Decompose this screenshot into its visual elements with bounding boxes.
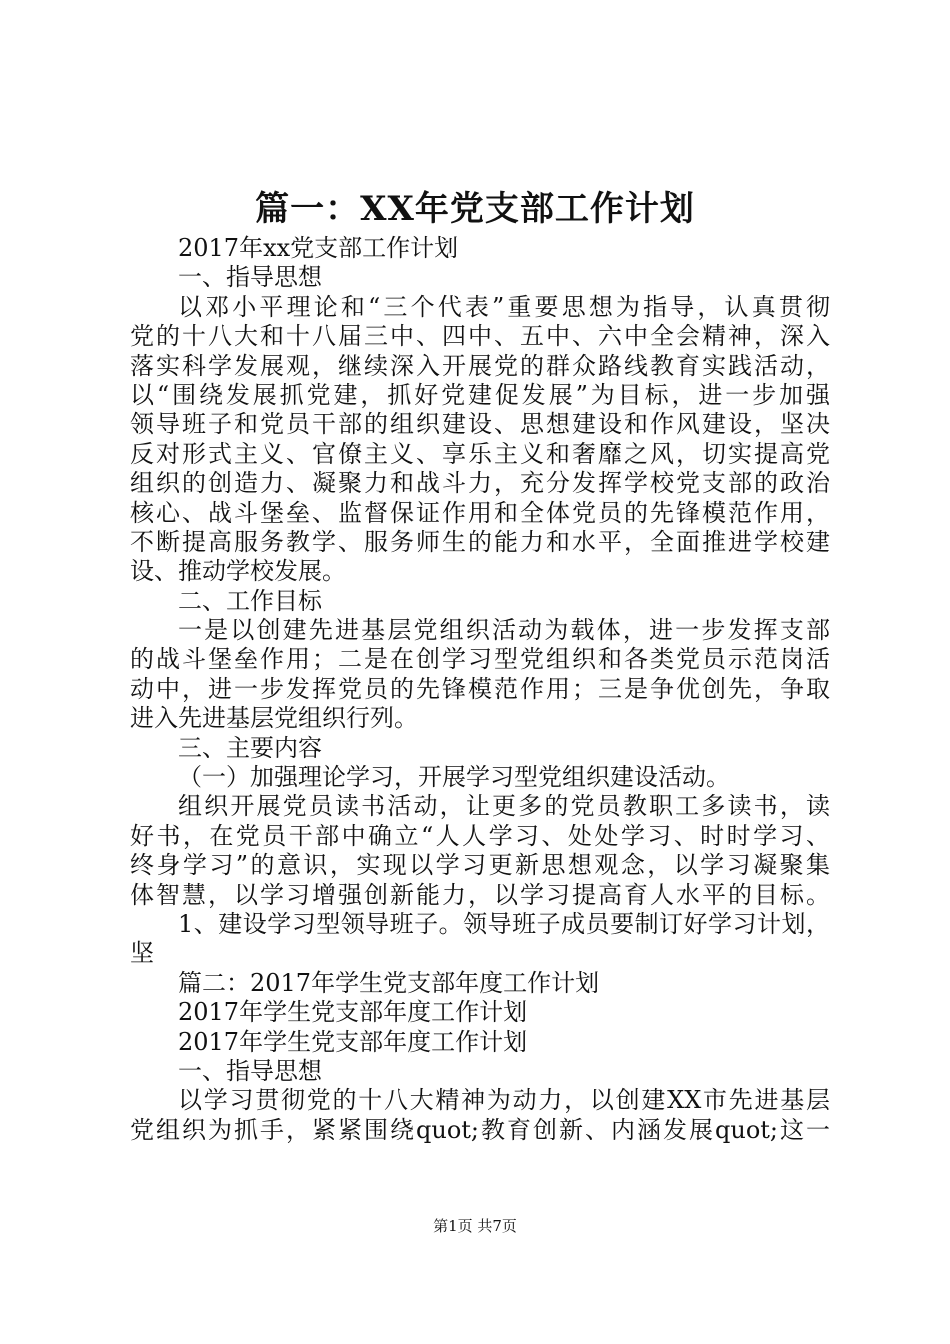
text-line: 好书，在党员干部中确立“人人学习、处处学习、时时学习、 bbox=[130, 821, 830, 850]
text-line: 终身学习”的意识，实现以学习更新思想观念，以学习凝聚集 bbox=[130, 851, 830, 880]
text-line: 组织开展党员读书活动，让更多的党员教职工多读书，读 bbox=[178, 792, 830, 821]
text-line: 2017年学生党支部年度工作计划 bbox=[178, 1027, 528, 1056]
text-line: 设、推动学校发展。 bbox=[130, 557, 346, 586]
text-line: 一、指导思想 bbox=[178, 263, 322, 292]
text-line: 篇二：2017年学生党支部年度工作计划 bbox=[178, 968, 600, 997]
document-body bbox=[130, 234, 830, 1145]
text-line: 1、建设学习型领导班子。领导班子成员要制订好学习计划， bbox=[178, 909, 830, 938]
text-line: 反对形式主义、官僚主义、享乐主义和奢靡之风，切实提高党 bbox=[130, 439, 830, 468]
text-line: 核心、战斗堡垒、监督保证作用和全体党员的先锋模范作用， bbox=[130, 498, 830, 527]
page-title: 篇一：XX年党支部工作计划 bbox=[255, 189, 695, 229]
text-line: 进入先进基层党组织行列。 bbox=[130, 704, 418, 733]
text-line: 2017年xx党支部工作计划 bbox=[178, 234, 459, 262]
text-line: 2017年学生党支部年度工作计划 bbox=[178, 998, 528, 1027]
text-line: 体智慧，以学习增强创新能力，以学习提高育人水平的目标。 bbox=[130, 880, 830, 909]
text-line: 的战斗堡垒作用；二是在创学习型党组织和各类党员示范岗活 bbox=[130, 645, 830, 674]
text-line: 以邓小平理论和“三个代表”重要思想为指导，认真贯彻 bbox=[178, 292, 830, 321]
page-footer: 第1页 共7页 bbox=[433, 1217, 517, 1235]
text-line: 一是以创建先进基层党组织活动为载体，进一步发挥支部 bbox=[178, 616, 830, 645]
text-line: 三、主要内容 bbox=[178, 733, 322, 762]
text-line: 二、工作目标 bbox=[178, 586, 322, 615]
text-line: 以学习贯彻党的十八大精神为动力，以创建XX市先进基层 bbox=[178, 1086, 830, 1115]
text-line: 坚 bbox=[130, 939, 154, 968]
text-line: 动中，进一步发挥党员的先锋模范作用；三是争优创先，争取 bbox=[130, 674, 830, 703]
text-line: 落实科学发展观，继续深入开展党的群众路线教育实践活动， bbox=[130, 351, 830, 380]
text-line: 领导班子和党员干部的组织建设、思想建设和作风建设，坚决 bbox=[130, 410, 830, 439]
text-line: 一、指导思想 bbox=[178, 1056, 322, 1085]
text-line: 不断提高服务教学、服务师生的能力和水平，全面推进学校建 bbox=[130, 527, 830, 556]
text-line: （一）加强理论学习，开展学习型党组织建设活动。 bbox=[178, 763, 730, 792]
text-line: 党组织为抓手，紧紧围绕quot;教育创新、内涵发展quot;这一 bbox=[130, 1115, 830, 1144]
text-line: 党的十八大和十八届三中、四中、五中、六中全会精神，深入 bbox=[130, 322, 830, 351]
text-line: 组织的创造力、凝聚力和战斗力，充分发挥学校党支部的政治 bbox=[130, 469, 830, 498]
text-line: 以“围绕发展抓党建，抓好党建促发展”为目标，进一步加强 bbox=[130, 380, 830, 409]
